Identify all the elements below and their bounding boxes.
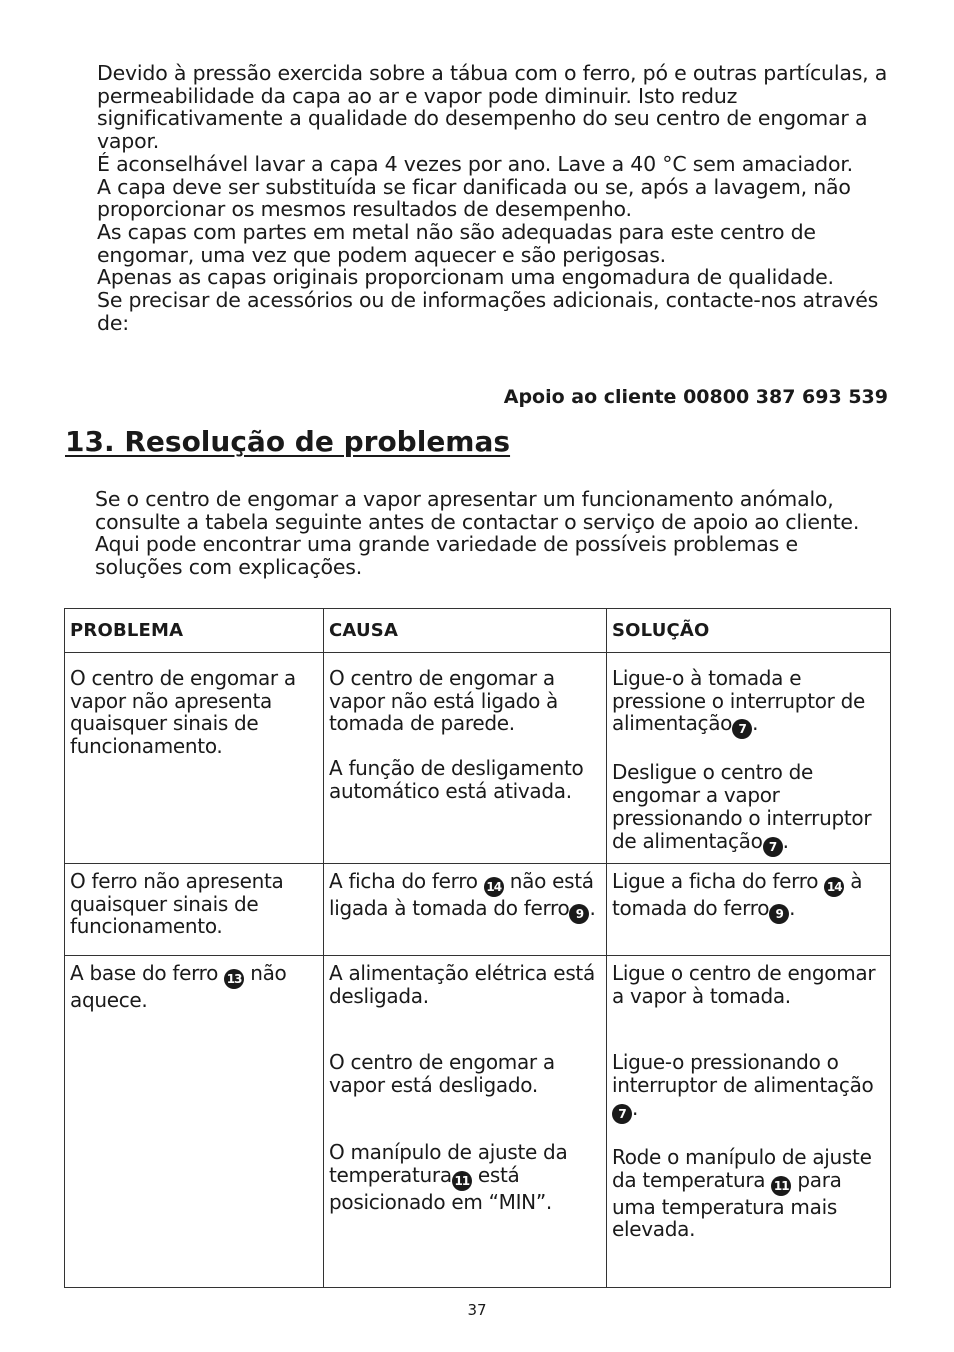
solution-text-part: Ligue a ficha do ferro: [612, 869, 825, 893]
troubleshooting-table: [64, 608, 891, 1288]
solution-text-part: Rode o manípulo de ajuste da temperatura: [612, 1144, 872, 1192]
cause-text: [329, 870, 602, 924]
solution-text: [612, 761, 886, 856]
intro-paragraph: Se precisar de acessórios ou de informações adicionais, contacte-nos através de:: [97, 288, 879, 335]
callout-11-icon: 11: [771, 1176, 791, 1196]
intro-text: [97, 62, 897, 334]
table-row: [65, 956, 891, 1288]
solution-cell: [607, 864, 891, 956]
problem-text-part: não aquece.: [70, 961, 287, 1012]
solution-text-part: à tomada do ferro: [612, 869, 863, 920]
callout-9-icon: 9: [569, 904, 589, 924]
solution-text: [612, 1051, 886, 1123]
cause-text: A função de desligamento automático está ativada.: [329, 756, 584, 803]
customer-support-line: Apoio ao cliente 00800 387 693 539: [503, 386, 888, 408]
table-row: [65, 653, 891, 864]
intro-paragraph: É aconselhável lavar a capa 4 vezes por ano. Lave a 40 °C sem amaciador.: [97, 151, 854, 176]
cause-text: O centro de engomar a vapor não está ligado à tomada de parede.: [329, 666, 559, 736]
cause-text-part: A ficha do ferro: [329, 869, 484, 893]
cause-text-part: .: [589, 896, 596, 920]
intro-paragraph: Apenas as capas originais proporcionam uma engomadura de qualidade.: [97, 265, 834, 290]
solution-text: [612, 1146, 886, 1241]
cause-cell: [324, 653, 607, 864]
problem-text: [70, 962, 319, 1012]
solution-text-part: para uma temperatura mais elevada.: [612, 1167, 842, 1242]
cause-text: [329, 1141, 602, 1213]
problem-text: O centro de engomar a vapor não apresenta quaisquer sinais de funcionamento.: [70, 666, 296, 759]
callout-7-icon: 7: [732, 719, 752, 739]
problem-text-part: A base do ferro: [70, 961, 225, 985]
problem-cell: [65, 653, 324, 864]
callout-11-icon: 11: [452, 1171, 472, 1191]
intro-paragraph: A capa deve ser substituída se ficar danificada ou se, após a lavagem, não proporcionar os mesmos resultados de desempenho.: [97, 174, 851, 222]
table-row: [65, 864, 891, 956]
solution-text-part: .: [782, 828, 789, 853]
callout-7-icon: 7: [763, 837, 783, 857]
section-lead: Se o centro de engomar a vapor apresentar um funcionamento anómalo, consulte a tabela seguinte antes de contactar o serviço de apoio ao cliente. Aqui pode encontrar uma grande variedade de possíveis problemas e soluções com explicações.: [95, 487, 860, 580]
header-cause: CAUSA: [324, 609, 607, 653]
solution-text-part: Ligue-o pressionando o interruptor de alimentação: [612, 1050, 874, 1098]
page-number: 37: [467, 1301, 487, 1319]
solution-text-part: Ligue-o à tomada e pressione o interruptor de alimentação: [612, 666, 866, 736]
problem-cell: [65, 864, 324, 956]
callout-14-icon: 14: [824, 877, 844, 897]
cause-text-part: O manípulo de ajuste da temperatura: [329, 1139, 568, 1187]
intro-paragraph: As capas com partes em metal não são adequadas para este centro de engomar, uma vez que podem aquecer e são perigosas.: [97, 219, 816, 267]
cause-text-part: está posicionado em “MIN”.: [329, 1162, 552, 1214]
header-problem: PROBLEMA: [65, 609, 324, 653]
intro-paragraph: Devido à pressão exercida sobre a tábua com o ferro, pó e outras partículas, a permeabilidade da capa ao ar e vapor pode diminuir. Isto reduz significativamente a qualidade do desempenho do seu centro de engomar a vapor.: [97, 61, 888, 154]
solution-text-part: .: [752, 711, 759, 736]
callout-13-icon: 13: [224, 969, 244, 989]
section-title: 13. Resolução de problemas: [65, 425, 511, 458]
problem-text: O ferro não apresenta quaisquer sinais de funcionamento.: [70, 869, 284, 939]
cause-cell: [324, 864, 607, 956]
callout-9-icon: 9: [769, 904, 789, 924]
solution-text: [612, 667, 886, 739]
cause-cell: [324, 956, 607, 1288]
problem-cell: [65, 956, 324, 1288]
solution-text-part: .: [632, 1095, 639, 1120]
table-header-row: [65, 609, 891, 653]
cause-text: A alimentação elétrica está desligada.: [329, 961, 595, 1008]
solution-text: Ligue o centro de engomar a vapor à tomada.: [612, 961, 876, 1008]
solution-text-part: .: [789, 896, 796, 920]
solution-text-part: Desligue o centro de engomar a vapor pressionando o interruptor de alimentação: [612, 760, 872, 853]
cause-text-part: não está ligada à tomada do ferro: [329, 869, 594, 920]
cause-text: O centro de engomar a vapor está desligado.: [329, 1050, 555, 1098]
solution-cell: [607, 956, 891, 1288]
solution-cell: [607, 653, 891, 864]
header-solution: SOLUÇÃO: [607, 609, 891, 653]
callout-14-icon: 14: [484, 877, 504, 897]
solution-text: [612, 870, 886, 924]
callout-7-icon: 7: [612, 1104, 632, 1124]
